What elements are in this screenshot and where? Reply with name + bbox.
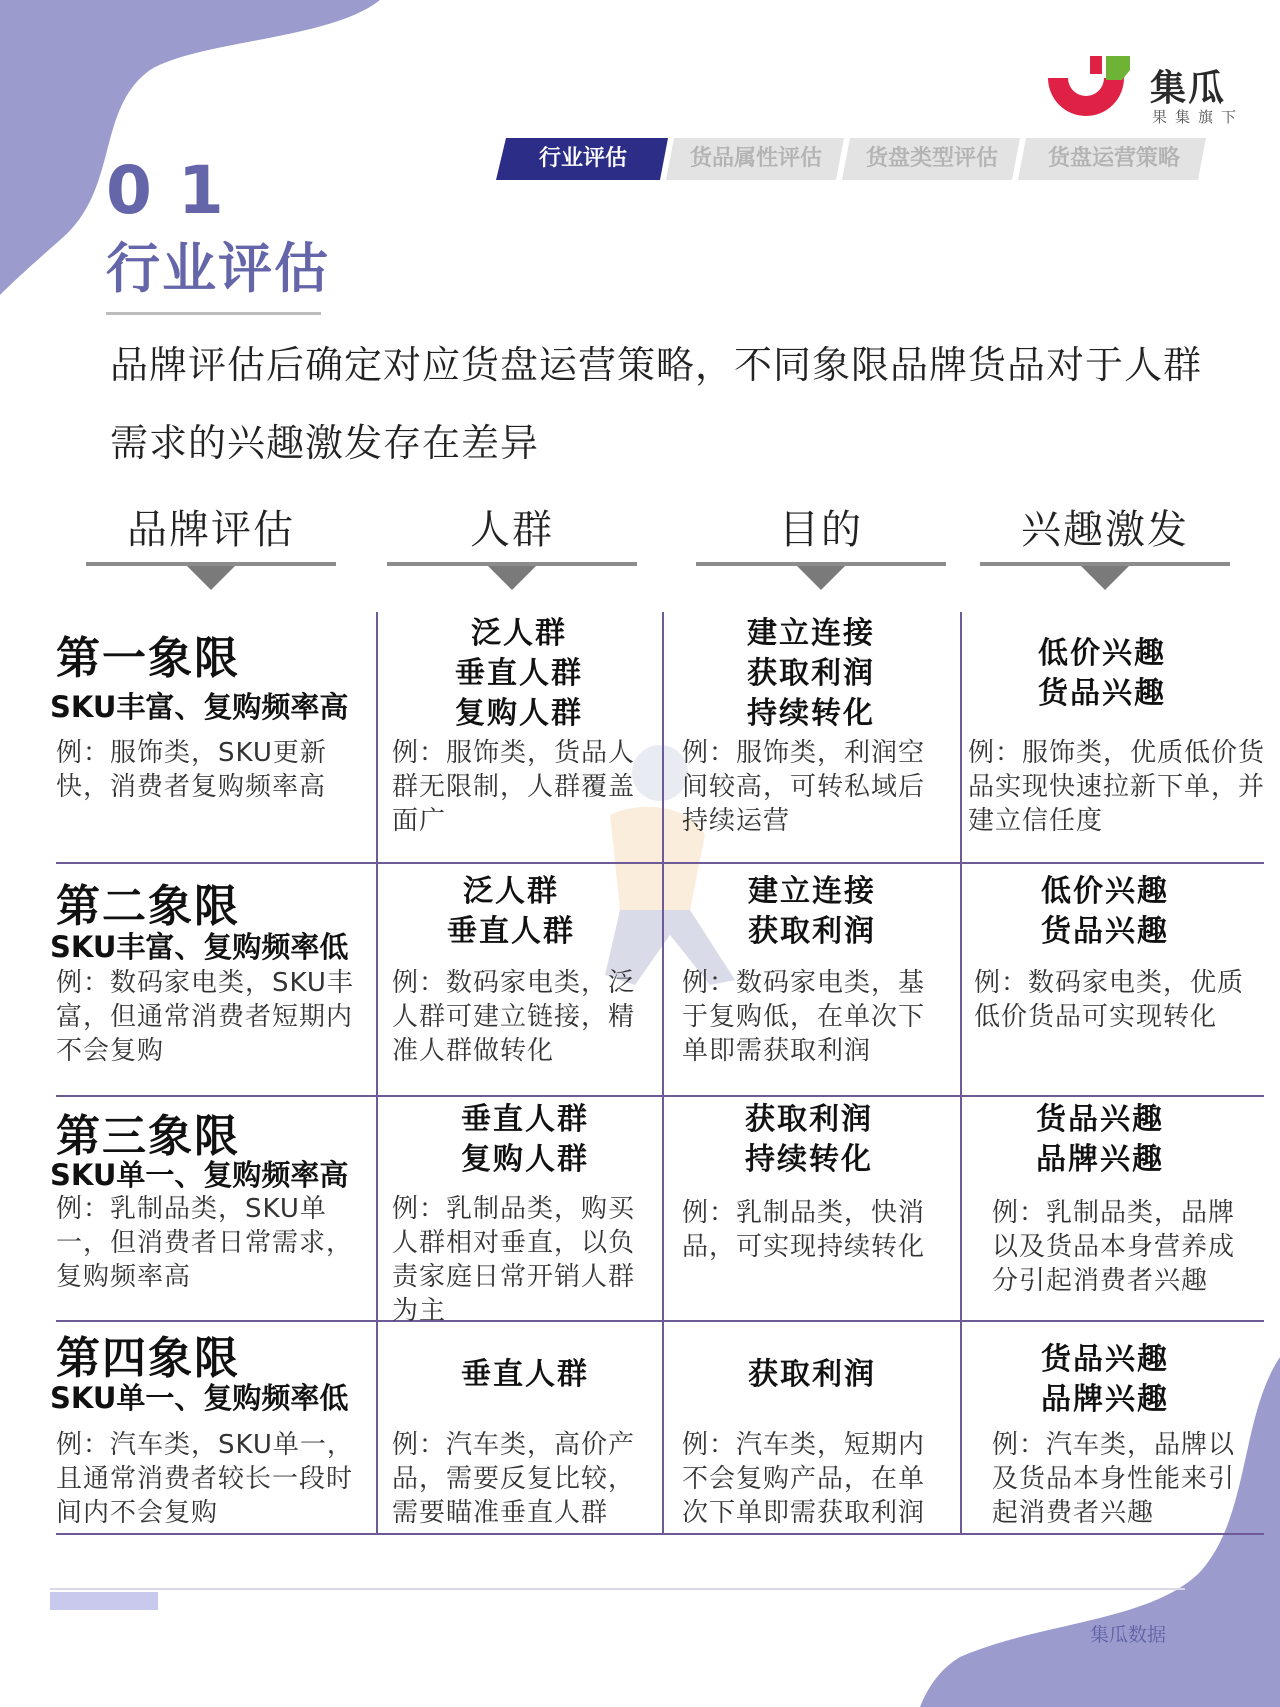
crowd-keywords: 泛人群 垂直人群	[447, 874, 575, 949]
tab-product-attribute[interactable]: 货品属性评估	[689, 146, 822, 171]
tab-assortment-type[interactable]: 货盘类型评估	[865, 146, 998, 171]
purpose-example: 例：汽车类，短期内不会复购产品，在单次下单即需获取利润	[682, 1430, 926, 1528]
quadrant-feature: SKU单一、复购频率高	[50, 1158, 349, 1192]
interest-keywords: 货品兴趣 品牌兴趣	[1036, 1102, 1164, 1177]
logo-name: 集瓜	[1150, 68, 1227, 109]
footer-source: 集瓜数据	[1090, 1624, 1167, 1646]
interest-example: 例：乳制品类，品牌以及货品本身营养成分引起消费者兴趣	[992, 1198, 1236, 1296]
brand-logo	[1040, 56, 1260, 126]
crowd-example: 例：服饰类，货品人群无限制，人群覆盖面广	[392, 738, 636, 836]
purpose-keywords: 建立连接 获取利润	[748, 874, 876, 949]
purpose-example: 例：乳制品类，快消品，可实现持续转化	[682, 1198, 926, 1262]
crowd-example: 例：乳制品类，购买人群相对垂直，以负责家庭日常开销人群为主	[392, 1194, 636, 1326]
purpose-keywords: 获取利润	[748, 1357, 876, 1392]
crowd-keywords: 垂直人群 复购人群	[461, 1102, 589, 1177]
column-header-interest: 兴趣激发	[1021, 507, 1189, 553]
brand-example: 例：数码家电类，SKU丰富，但通常消费者短期内不会复购	[56, 968, 354, 1066]
grid-divider-vertical	[376, 612, 378, 1535]
column-header-crowd: 人群	[470, 507, 554, 553]
quadrant-title: 第二象限	[56, 881, 240, 932]
jigua-logo-icon	[1040, 56, 1140, 126]
tab-operation-strategy[interactable]: 货盘运营策略	[1047, 146, 1180, 171]
interest-keywords: 低价兴趣 货品兴趣	[1041, 874, 1169, 949]
section-number: 01	[106, 152, 250, 229]
footer-divider	[50, 1588, 1185, 1590]
quadrant-title: 第一象限	[56, 633, 240, 684]
section-title: 行业评估	[106, 237, 330, 300]
quadrant-title: 第四象限	[56, 1333, 240, 1384]
purpose-keywords: 获取利润 持续转化	[745, 1102, 873, 1177]
crowd-keywords: 垂直人群	[461, 1357, 589, 1392]
quadrant-feature: SKU丰富、复购频率低	[50, 930, 349, 964]
logo-subtitle: 果集旗下	[1152, 108, 1245, 126]
grid-divider-horizontal	[56, 862, 1264, 864]
crowd-example: 例：汽车类，高价产品，需要反复比较，需要瞄准垂直人群	[392, 1430, 636, 1528]
interest-keywords: 低价兴趣 货品兴趣	[1038, 636, 1166, 711]
brand-example: 例：服饰类，SKU更新快，消费者复购频率高	[56, 738, 327, 802]
down-arrow-icon	[488, 566, 536, 590]
interest-keywords: 货品兴趣 品牌兴趣	[1041, 1342, 1169, 1417]
down-arrow-icon	[797, 566, 845, 590]
crowd-example: 例：数码家电类，泛人群可建立链接，精准人群做转化	[392, 968, 636, 1066]
down-arrow-icon	[1081, 566, 1129, 590]
crowd-keywords: 泛人群 垂直人群 复购人群	[455, 616, 583, 731]
tab-industry-assessment[interactable]: 行业评估	[538, 146, 627, 171]
interest-example: 例：汽车类，品牌以及货品本身性能来引起消费者兴趣	[992, 1430, 1236, 1528]
brand-example: 例：汽车类，SKU单一，且通常消费者较长一段时间内不会复购	[56, 1430, 354, 1528]
purpose-example: 例：数码家电类，基于复购低，在单次下单即需获取利润	[682, 968, 926, 1066]
grid-divider-horizontal	[56, 1095, 1264, 1097]
column-header-brand: 品牌评估	[127, 507, 295, 553]
quadrant-title: 第三象限	[56, 1111, 240, 1162]
interest-example: 例：服饰类，优质低价货品实现快速拉新下单，并建立信任度	[968, 738, 1266, 836]
quadrant-feature: SKU单一、复购频率低	[50, 1381, 349, 1415]
grid-divider-horizontal	[56, 1533, 1264, 1535]
grid-divider-vertical	[662, 612, 664, 1535]
brand-example: 例：乳制品类，SKU单一，但消费者日常需求，复购频率高	[56, 1194, 354, 1292]
section-divider	[106, 312, 321, 315]
intro-paragraph: 品牌评估后确定对应货盘运营策略，不同象限品牌货品对于人群需求的兴趣激发存在差异	[110, 343, 1203, 465]
down-arrow-icon	[187, 566, 235, 590]
footer-accent-bar	[50, 1592, 158, 1610]
purpose-example: 例：服饰类，利润空间较高，可转私域后持续运营	[682, 738, 926, 836]
quadrant-feature: SKU丰富、复购频率高	[50, 690, 349, 724]
purpose-keywords: 建立连接 获取利润 持续转化	[747, 616, 875, 731]
interest-example: 例：数码家电类，优质低价货品可实现转化	[974, 968, 1245, 1032]
column-header-purpose: 目的	[779, 507, 863, 553]
